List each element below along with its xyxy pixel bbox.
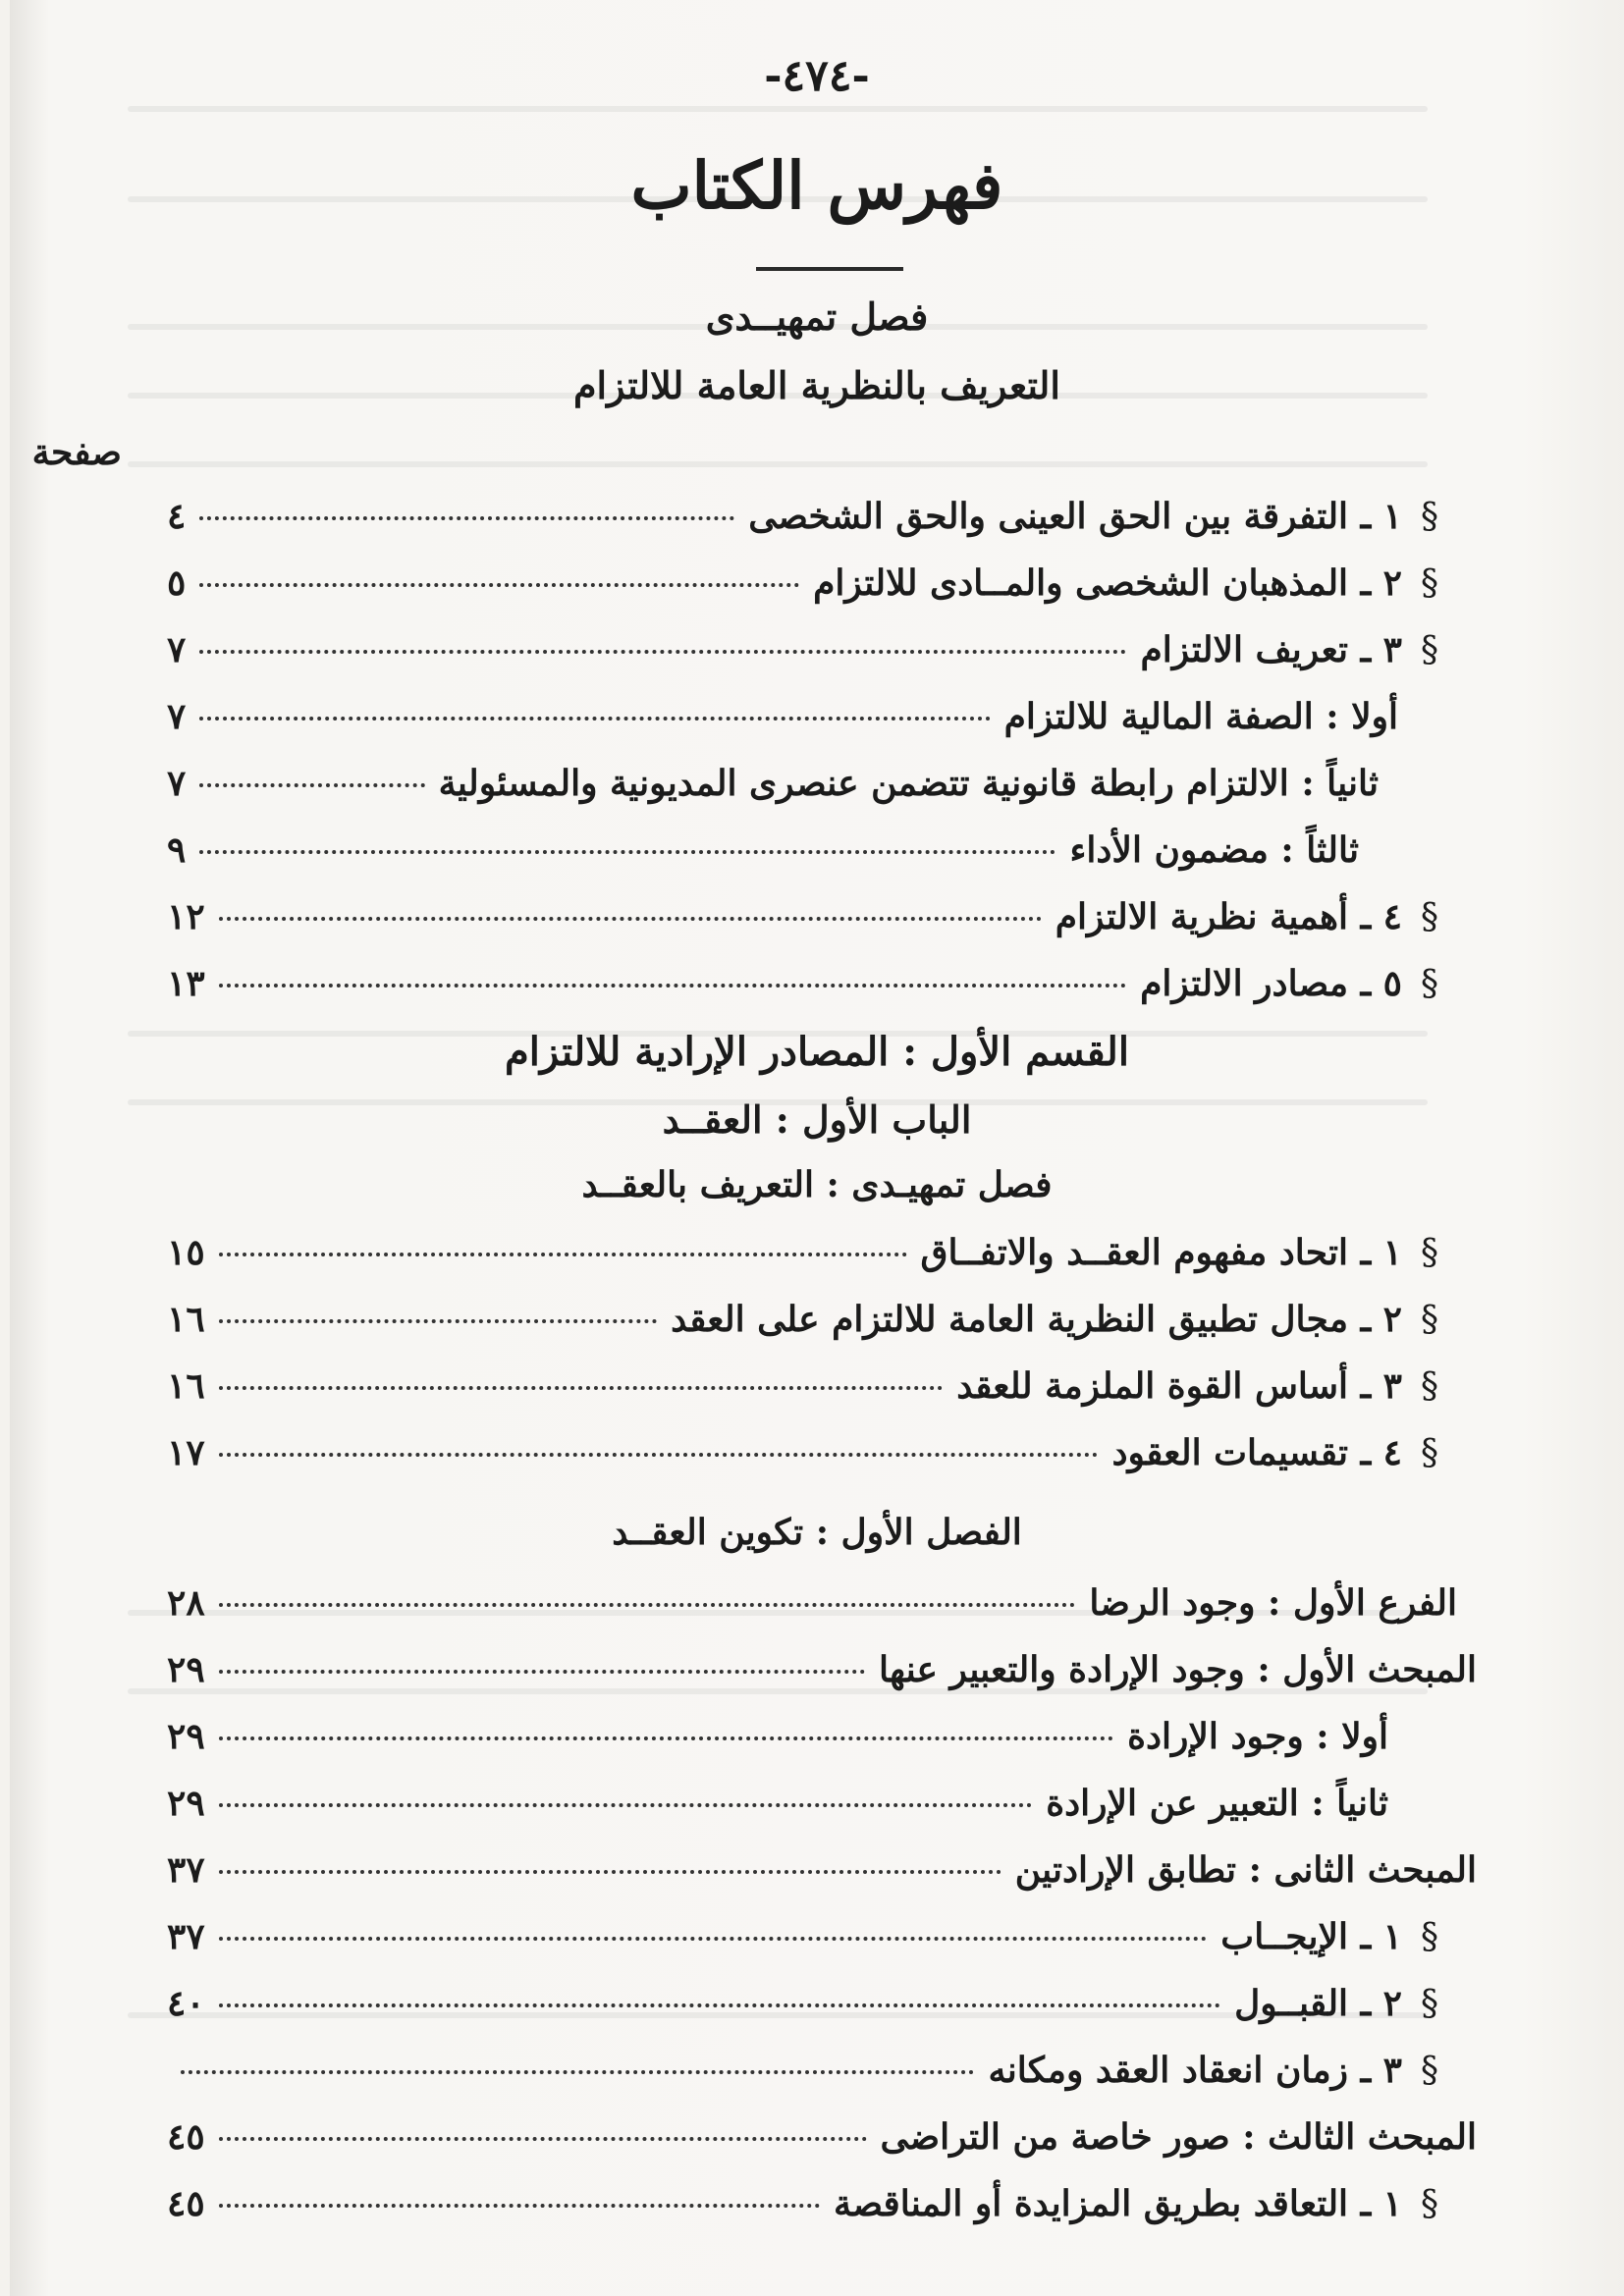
toc-entry[interactable]: [167, 1716, 1388, 1771]
dot-leader: [219, 1253, 907, 1256]
entry-page: ١٥: [167, 1232, 205, 1273]
toc-entry[interactable]: [167, 1232, 1457, 1287]
entry-page: ١٧: [167, 1432, 205, 1473]
dot-leader: [219, 1937, 1208, 1941]
toc-entry[interactable]: [167, 1365, 1457, 1420]
dot-leader: [219, 2003, 1220, 2007]
dot-leader: [199, 717, 990, 721]
entry-page: ١٦: [167, 1365, 205, 1407]
dot-leader: [199, 850, 1056, 854]
toc-entry[interactable]: [167, 1783, 1388, 1838]
dot-leader: [219, 2137, 867, 2141]
section-mark: §: [1421, 1233, 1438, 1273]
dot-leader: [219, 1736, 1113, 1740]
toc-entry[interactable]: [167, 763, 1379, 818]
toc-entry[interactable]: [167, 1432, 1457, 1487]
entry-page: ٤٠: [167, 1983, 205, 2024]
entry-page: ٤٥: [167, 2183, 205, 2224]
entry-label: ٢ ـ المذهبان الشخصى والمــادى للالتزام: [813, 562, 1402, 604]
section-mark: §: [1421, 630, 1438, 670]
entry-label: ١ ـ الإيجــاب: [1220, 1916, 1402, 1957]
toc-entry[interactable]: [167, 562, 1457, 617]
dot-leader: [219, 2204, 820, 2208]
entry-page: ٢٩: [167, 1649, 205, 1690]
entry-label: ثانياً : الالتزام رابطة قانونية تتضمن عنصرى المديونية والمسئولية: [438, 763, 1379, 804]
preliminary-chapter-heading: فصل تمهيــدى: [705, 294, 929, 339]
entry-label: ٤ ـ تقسيمات العقود: [1111, 1432, 1402, 1473]
section-mark: §: [1421, 563, 1438, 604]
entry-page: ٢٩: [167, 1716, 205, 1757]
toc-entry[interactable]: [167, 896, 1457, 951]
entry-page: ٧: [167, 629, 187, 670]
section-mark: §: [1421, 964, 1438, 1004]
entry-page: ١٢: [167, 896, 205, 937]
entry-page: ٥: [167, 562, 187, 604]
toc-entry[interactable]: [167, 2183, 1457, 2238]
entry-label: المبحث الثانى : تطابق الإرادتين: [1014, 1849, 1477, 1891]
show-through-line: [128, 106, 1428, 112]
section-mark: §: [1421, 1300, 1438, 1340]
entry-label: المبحث الثالث : صور خاصة من التراضى: [880, 2116, 1477, 2158]
entry-label: المبحث الأول : وجود الإرادة والتعبير عنها: [879, 1649, 1477, 1690]
entry-label: ثالثاً : مضمون الأداء: [1069, 829, 1359, 871]
show-through-line: [128, 461, 1428, 467]
chapter-one-heading: الفصل الأول : تكوين العقــد: [612, 1512, 1022, 1553]
dot-leader: [219, 1603, 1076, 1607]
document-page: [10, 0, 1624, 2296]
entry-label: ثانياً : التعبير عن الإرادة: [1046, 1783, 1388, 1824]
entry-label: ٣ ـ تعريف الالتزام: [1140, 629, 1402, 670]
toc-entry[interactable]: [167, 1849, 1477, 1904]
section-mark: §: [1421, 1366, 1438, 1407]
preliminary-subtitle: التعريف بالنظرية العامة للالتزام: [573, 363, 1060, 407]
section-mark: §: [1421, 2051, 1438, 2091]
section-mark: §: [1421, 1917, 1438, 1957]
toc-entry[interactable]: [167, 496, 1457, 551]
entry-label: ٢ ـ مجال تطبيق النظرية العامة للالتزام على العقد: [671, 1299, 1402, 1340]
entry-page: ٧: [167, 696, 187, 737]
entry-page: ٢٨: [167, 1582, 205, 1624]
dot-leader: [181, 2070, 974, 2074]
toc-entry[interactable]: [167, 2116, 1477, 2171]
dot-leader: [219, 1670, 865, 1674]
toc-entry[interactable]: [167, 963, 1457, 1018]
dot-leader: [219, 1319, 658, 1323]
entry-label: أولا : وجود الإرادة: [1127, 1716, 1388, 1757]
page-number: -٤٧٤-: [764, 51, 870, 101]
intro-chapter-heading: فصل تمهيـدى : التعريف بالعقــد: [581, 1164, 1053, 1205]
section-mark: §: [1421, 497, 1438, 537]
entry-page: ٣٧: [167, 1916, 205, 1957]
entry-label: ٢ ـ القبــول: [1234, 1983, 1402, 2024]
entry-page: ٢٩: [167, 1783, 205, 1824]
entry-label: ١ ـ التعاقد بطريق المزايدة أو المناقصة: [834, 2183, 1402, 2224]
entry-page: ٣٧: [167, 1849, 205, 1891]
dot-leader: [219, 984, 1126, 988]
entry-label: ٣ ـ زمان انعقاد العقد ومكانه: [988, 2050, 1402, 2091]
dot-leader: [199, 650, 1126, 654]
dot-leader: [219, 1803, 1033, 1807]
part-one-heading: القسم الأول : المصادر الإرادية للالتزام: [505, 1029, 1129, 1075]
toc-entry[interactable]: [167, 1299, 1457, 1354]
page-title: فهرس الكتاب: [630, 147, 1003, 224]
entry-label: الفرع الأول : وجود الرضا: [1089, 1582, 1457, 1624]
section-mark: §: [1421, 1433, 1438, 1473]
entry-label: أولا : الصفة المالية للالتزام: [1003, 696, 1398, 737]
toc-entry[interactable]: [167, 1916, 1457, 1971]
entry-label: ٤ ـ أهمية نظرية الالتزام: [1055, 896, 1402, 937]
toc-entry[interactable]: [167, 2050, 1457, 2105]
dot-leader: [199, 783, 424, 787]
toc-entry[interactable]: [167, 629, 1457, 684]
section-mark: §: [1421, 2184, 1438, 2224]
dot-leader: [199, 583, 799, 587]
entry-label: ٥ ـ مصادر الالتزام: [1140, 963, 1402, 1004]
toc-entry[interactable]: [167, 1649, 1477, 1704]
entry-page: ١٣: [167, 963, 205, 1004]
dot-leader: [219, 1870, 1001, 1874]
section-mark: §: [1421, 1984, 1438, 2024]
dot-leader: [219, 1453, 1099, 1457]
dot-leader: [199, 516, 734, 520]
entry-page: ١٦: [167, 1299, 205, 1340]
entry-page: ٧: [167, 763, 187, 804]
dot-leader: [219, 1386, 944, 1390]
toc-entry[interactable]: [167, 696, 1398, 751]
entry-label: ٣ ـ أساس القوة الملزمة للعقد: [956, 1365, 1402, 1407]
toc-entry[interactable]: [167, 1582, 1457, 1637]
book-one-heading: الباب الأول : العقــد: [662, 1097, 972, 1142]
section-mark: §: [1421, 897, 1438, 937]
entry-page: ٤٥: [167, 2116, 205, 2158]
entry-page: ٤: [167, 496, 187, 537]
entry-label: ١ ـ التفرقة بين الحق العينى والحق الشخصى: [748, 496, 1402, 537]
toc-entry[interactable]: [167, 829, 1359, 884]
title-divider: [756, 267, 903, 271]
dot-leader: [219, 917, 1042, 921]
page-column-label: صفحة: [31, 432, 122, 473]
entry-page: ٩: [167, 829, 187, 871]
entry-label: ١ ـ اتحاد مفهوم العقــد والاتفــاق: [920, 1232, 1402, 1273]
toc-entry[interactable]: [167, 1983, 1457, 2038]
